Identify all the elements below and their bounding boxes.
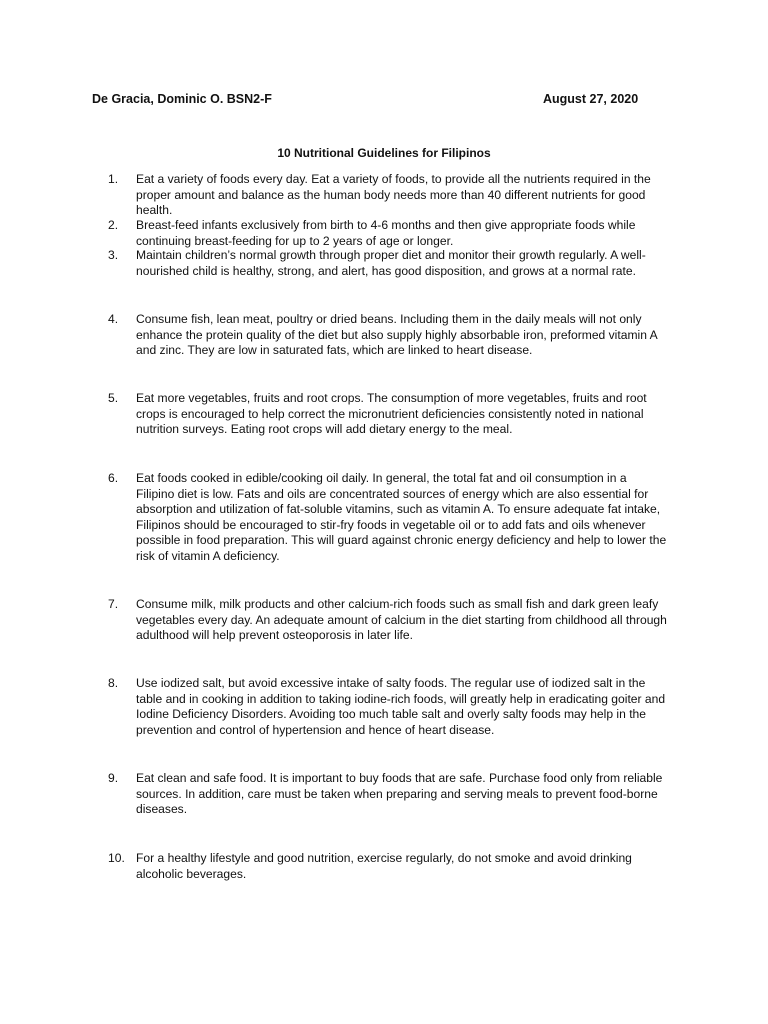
- guideline-text: Eat more vegetables, fruits and root crops. The consumption of more vegetables, fruits and root crops is encouraged to help correct the micronutrient deficiencies consistently noted in national nutrition surveys. Eating root crops will add dietary energy to the meal.: [136, 391, 647, 437]
- guideline-number: 2.: [108, 218, 119, 232]
- guideline-text: Use iodized salt, but avoid excessive intake of salty foods. The regular use of iodized salt in the table and in cooking in addition to taking iodine-rich foods, will greatly help in eradicating goiter and Iodine Deficiency Disorders. Avoiding too much table salt and overly salty foods may help in the prevention and control of hypertension and hence of heart disease.: [136, 676, 666, 737]
- guideline-item-6: [108, 471, 668, 565]
- guideline-item-7: [108, 597, 668, 644]
- guideline-text: Eat clean and safe food. It is important to buy foods that are safe. Purchase food only from reliable sources. In addition, care must be taken when preparing and serving meals to prevent food-borne diseases.: [136, 771, 663, 817]
- guideline-item-9: [108, 771, 668, 818]
- guideline-number: 1.: [108, 172, 119, 186]
- guideline-number: 9.: [108, 771, 119, 785]
- guideline-number: 3.: [108, 248, 119, 262]
- guideline-item-2: [108, 218, 668, 249]
- guideline-number: 8.: [108, 676, 119, 690]
- guideline-item-1: [108, 172, 668, 219]
- document-title: 10 Nutritional Guidelines for Filipinos: [277, 146, 491, 160]
- guideline-text: Eat a variety of foods every day. Eat a variety of foods, to provide all the nutrients required in the proper amount and balance as the human body needs more than 40 different nutrients for good health.: [136, 172, 651, 218]
- guideline-number: 10.: [108, 851, 125, 865]
- guideline-text: Eat foods cooked in edible/cooking oil daily. In general, the total fat and oil consumption in a Filipino diet is low. Fats and oils are concentrated sources of energy which are also essential for absorption and utilization of fat-soluble vitamins, such as vitamin A. To ensure adequate fat intake, Filipinos should be encouraged to stir-fry foods in vegetable oil or to add fats and oils whenever possible in food preparation. This will guard against chronic energy deficiency and help to lower the risk of vitamin A deficiency.: [136, 471, 667, 563]
- guideline-number: 4.: [108, 312, 119, 326]
- guideline-text: Consume fish, lean meat, poultry or dried beans. Including them in the daily meals will not only enhance the protein quality of the diet but also supply highly absorbable iron, preformed vitamin A and zinc. They are low in saturated fats, which are linked to heart disease.: [136, 312, 658, 358]
- guideline-item-8: [108, 676, 668, 738]
- guideline-text: Maintain children’s normal growth through proper diet and monitor their growth regularly. A well-nourished child is healthy, strong, and alert, has good disposition, and grows at a normal rate.: [136, 248, 646, 278]
- guideline-number: 7.: [108, 597, 119, 611]
- guideline-number: 5.: [108, 391, 119, 405]
- guideline-item-3: [108, 248, 668, 279]
- guideline-text: Breast-feed infants exclusively from birth to 4-6 months and then give appropriate foods while continuing breast-feeding for up to 2 years of age or longer.: [136, 218, 636, 248]
- guideline-item-10: [108, 851, 668, 882]
- guideline-item-4: [108, 312, 668, 359]
- document-date: August 27, 2020: [543, 92, 639, 106]
- guideline-text: Consume milk, milk products and other calcium-rich foods such as small fish and dark green leafy vegetables every day. An adequate amount of calcium in the diet starting from childhood all through adulthood will help prevent osteoporosis in later life.: [136, 597, 667, 643]
- author-class-line: De Gracia, Dominic O. BSN2-F: [92, 92, 272, 106]
- guideline-item-5: [108, 391, 668, 438]
- guideline-number: 6.: [108, 471, 119, 485]
- guideline-text: For a healthy lifestyle and good nutrition, exercise regularly, do not smoke and avoid drinking alcoholic beverages.: [136, 851, 632, 881]
